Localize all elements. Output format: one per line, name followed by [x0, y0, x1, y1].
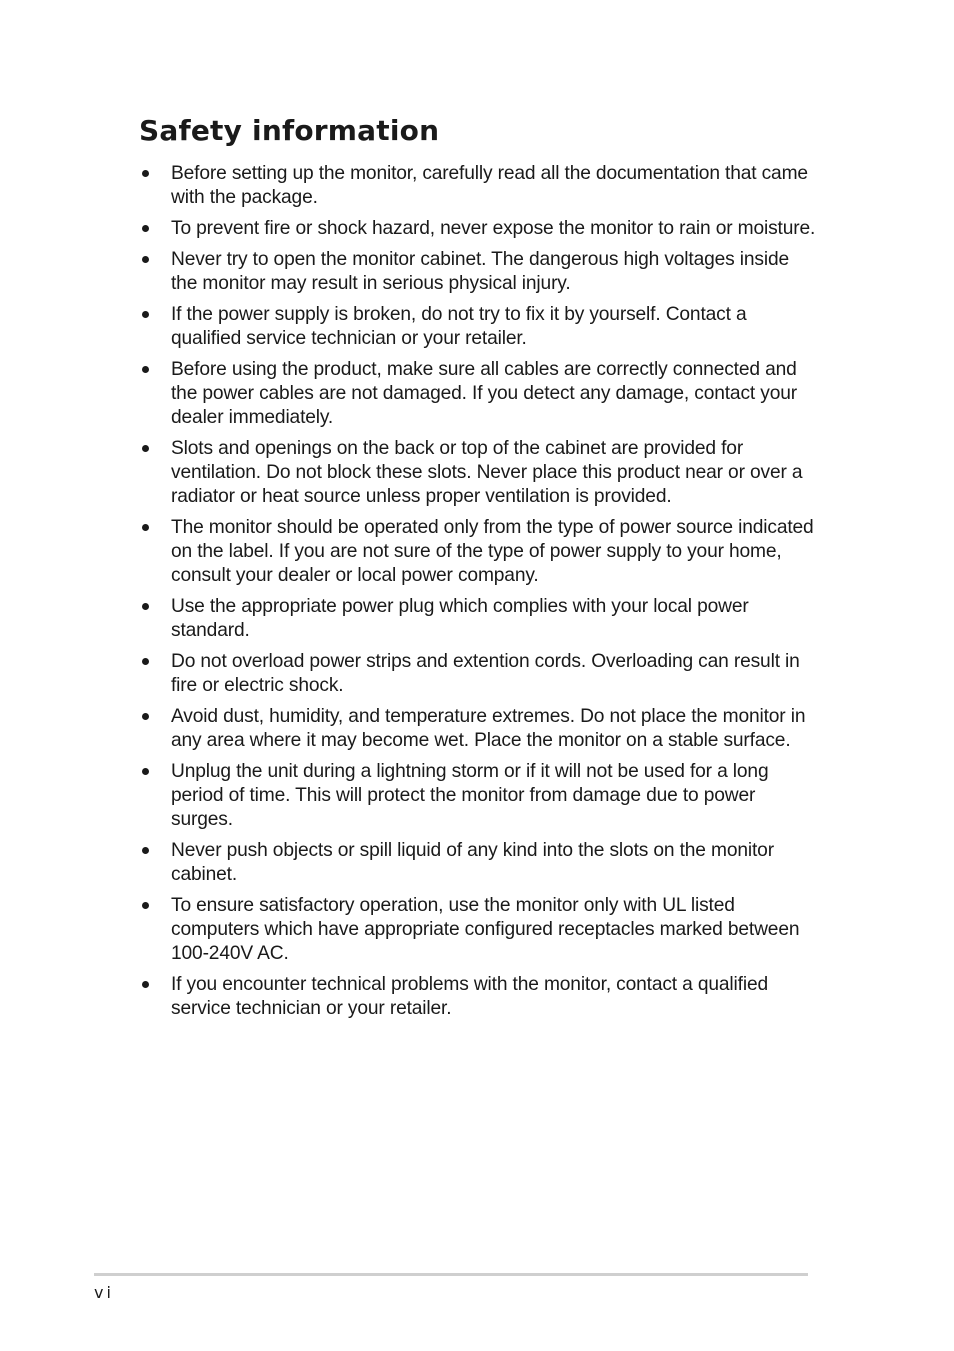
list-item-text: Never try to open the monitor cabinet. The dangerous high voltages inside the monitor may result in serious physical injury.: [171, 249, 790, 294]
list-item: [139, 217, 819, 241]
bullet-icon: [142, 524, 149, 531]
list-item: [139, 760, 819, 832]
list-item: [139, 839, 819, 887]
bullet-icon: [142, 170, 149, 177]
list-item: [139, 516, 819, 588]
list-item-text: Do not overload power strips and extention cords. Overloading can result in fire or electric shock.: [171, 651, 800, 696]
list-item: [139, 894, 819, 966]
bullet-icon: [142, 225, 149, 232]
bullet-icon: [142, 311, 149, 318]
page-number: vi: [94, 1283, 114, 1302]
safety-bullet-list: [139, 162, 819, 1028]
list-item: [139, 248, 819, 296]
list-item: [139, 162, 819, 210]
bullet-icon: [142, 768, 149, 775]
list-item: [139, 973, 819, 1021]
list-item-text: To ensure satisfactory operation, use the monitor only with UL listed computers which have appropriate configured receptacles marked between 100-240V AC.: [171, 895, 800, 964]
bullet-icon: [142, 902, 149, 909]
list-item-text: If the power supply is broken, do not try to fix it by yourself. Contact a qualified service technician or your retailer.: [171, 304, 747, 349]
list-item: [139, 595, 819, 643]
list-item: [139, 358, 819, 430]
list-item: [139, 303, 819, 351]
list-item-text: Avoid dust, humidity, and temperature extremes. Do not place the monitor in any area where it may become wet. Place the monitor on a stable surface.: [171, 706, 806, 751]
list-item-text: Never push objects or spill liquid of any kind into the slots on the monitor cabinet.: [171, 840, 774, 885]
list-item: [139, 437, 819, 509]
page-title: Safety information: [139, 114, 440, 147]
list-item-text: Before using the product, make sure all cables are correctly connected and the power cables are not damaged. If you detect any damage, contact your dealer immediately.: [171, 359, 797, 428]
bullet-icon: [142, 847, 149, 854]
bullet-icon: [142, 981, 149, 988]
list-item-text: Slots and openings on the back or top of the cabinet are provided for ventilation. Do not block these slots. Never place this product near or over a radiator or heat source unless proper ventilation is provided.: [171, 438, 803, 507]
bullet-icon: [142, 445, 149, 452]
bullet-icon: [142, 256, 149, 263]
list-item-text: Use the appropriate power plug which complies with your local power standard.: [171, 596, 749, 641]
list-item-text: If you encounter technical problems with the monitor, contact a qualified service technician or your retailer.: [171, 974, 768, 1019]
list-item: [139, 650, 819, 698]
list-item-text: Unplug the unit during a lightning storm or if it will not be used for a long period of time. This will protect the monitor from damage due to power surges.: [171, 761, 769, 830]
bullet-icon: [142, 366, 149, 373]
footer-divider: [94, 1273, 808, 1276]
bullet-icon: [142, 603, 149, 610]
list-item-text: Before setting up the monitor, carefully read all the documentation that came with the package.: [171, 163, 808, 208]
list-item-text: The monitor should be operated only from the type of power source indicated on the label. If you are not sure of the type of power supply to your home, consult your dealer or local power company.: [171, 517, 814, 586]
bullet-icon: [142, 658, 149, 665]
list-item: [139, 705, 819, 753]
list-item-text: To prevent fire or shock hazard, never expose the monitor to rain or moisture.: [171, 218, 816, 239]
bullet-icon: [142, 713, 149, 720]
